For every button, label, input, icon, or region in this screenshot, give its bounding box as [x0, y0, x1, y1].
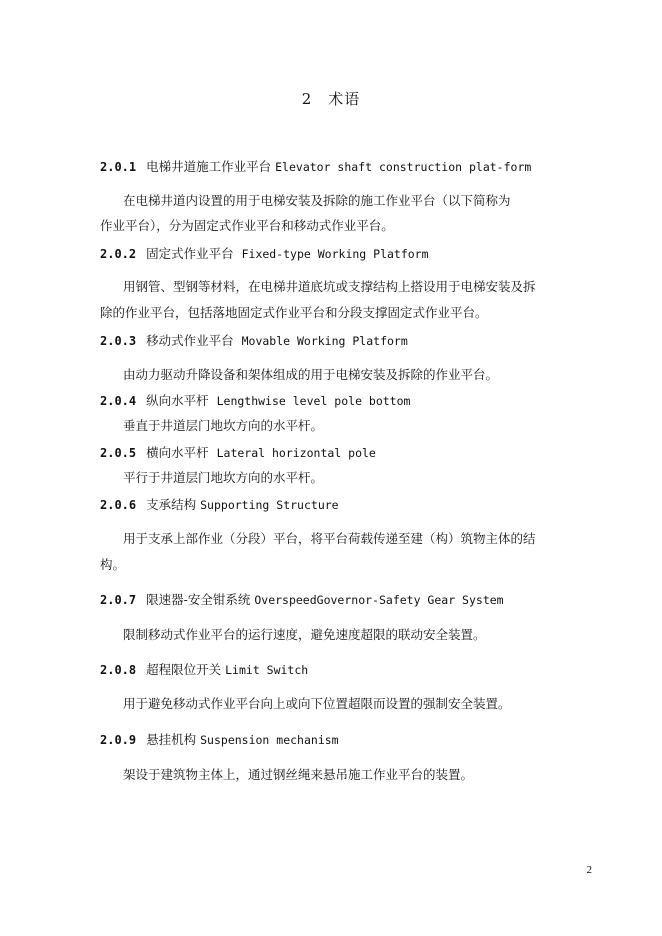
- term-definition-line: 垂直于井道层门地坎方向的水平杆。: [123, 418, 324, 433]
- term-definition-line: 用钢管、型钢等材料，在电梯井道底坑或支撑结构上搭设用于电梯安装及拆: [123, 279, 536, 294]
- term-number: 2.0.2: [100, 247, 137, 261]
- term-definition-line: 作业平台），分为固定式作业平台和移动式作业平台。: [100, 218, 394, 233]
- term-number: 2.0.7: [100, 593, 137, 607]
- term-english: Limit Switch: [225, 663, 309, 677]
- term-chinese: 悬挂机构: [146, 732, 197, 747]
- term-number: 2.0.8: [100, 663, 137, 677]
- term-definition-line: 平行于井道层门地坎方向的水平杆。: [123, 470, 324, 485]
- term-heading: [100, 495, 339, 513]
- term-english: Fixed-type Working Platform: [241, 247, 429, 261]
- term-number: 2.0.9: [100, 733, 137, 747]
- term-definition-line: 用于支承上部作业（分段）平台，将平台荷载传递至建（构）筑物主体的结: [123, 531, 536, 546]
- term-heading: [100, 391, 410, 409]
- term-number: 2.0.5: [100, 446, 137, 460]
- term-english: Suspension mechanism: [200, 733, 339, 747]
- page-number: 2: [586, 864, 592, 876]
- term-definition-line: 在电梯井道内设置的用于电梯安装及拆除的施工作业平台（以下简称为: [123, 193, 511, 208]
- term-definition-line: 用于避免移动式作业平台向上或向下位置超限而设置的强制安全装置。: [123, 696, 511, 711]
- term-heading: [100, 443, 376, 461]
- term-english: Lengthwise level pole bottom: [216, 394, 411, 408]
- term-chinese: 限速器-安全钳系统: [146, 592, 251, 607]
- term-chinese: 移动式作业平台: [146, 333, 234, 348]
- term-chinese: 电梯井道施工作业平台: [146, 159, 272, 174]
- term-heading: [100, 730, 339, 748]
- term-heading: [100, 660, 308, 678]
- term-chinese: 纵向水平杆: [146, 393, 209, 408]
- chapter-title: 2 术语: [301, 90, 361, 108]
- term-chinese: 横向水平杆: [146, 445, 209, 460]
- term-chinese: 支承结构: [146, 497, 197, 512]
- term-english: Elevator shaft construction plat-form: [275, 160, 532, 174]
- term-heading: [100, 331, 408, 349]
- term-definition-line: 限制移动式作业平台的运行速度，避免速度超限的联动安全装置。: [123, 627, 486, 642]
- term-chinese: 超程限位开关: [146, 662, 222, 677]
- term-definition-line: 除的作业平台，包括落地固定式作业平台和分段支撑固定式作业平台。: [100, 305, 488, 320]
- term-heading: [100, 157, 531, 175]
- term-chinese: 固定式作业平台: [146, 246, 234, 261]
- term-english: Supporting Structure: [200, 498, 339, 512]
- term-heading: [100, 590, 504, 608]
- term-heading: [100, 244, 429, 262]
- term-number: 2.0.6: [100, 498, 137, 512]
- term-definition-line: 由动力驱动升降设备和架体组成的用于电梯安装及拆除的作业平台。: [123, 367, 499, 382]
- term-number: 2.0.4: [100, 394, 137, 408]
- term-definition-line: 架设于建筑物主体上，通过钢丝绳来悬吊施工作业平台的装置。: [123, 767, 474, 782]
- term-english: Lateral horizontal pole: [216, 446, 376, 460]
- term-english: Movable Working Platform: [241, 334, 408, 348]
- term-definition-line: 构。: [100, 557, 126, 572]
- term-english: OverspeedGovernor-Safety Gear System: [254, 593, 504, 607]
- term-number: 2.0.3: [100, 334, 137, 348]
- term-number: 2.0.1: [100, 160, 137, 174]
